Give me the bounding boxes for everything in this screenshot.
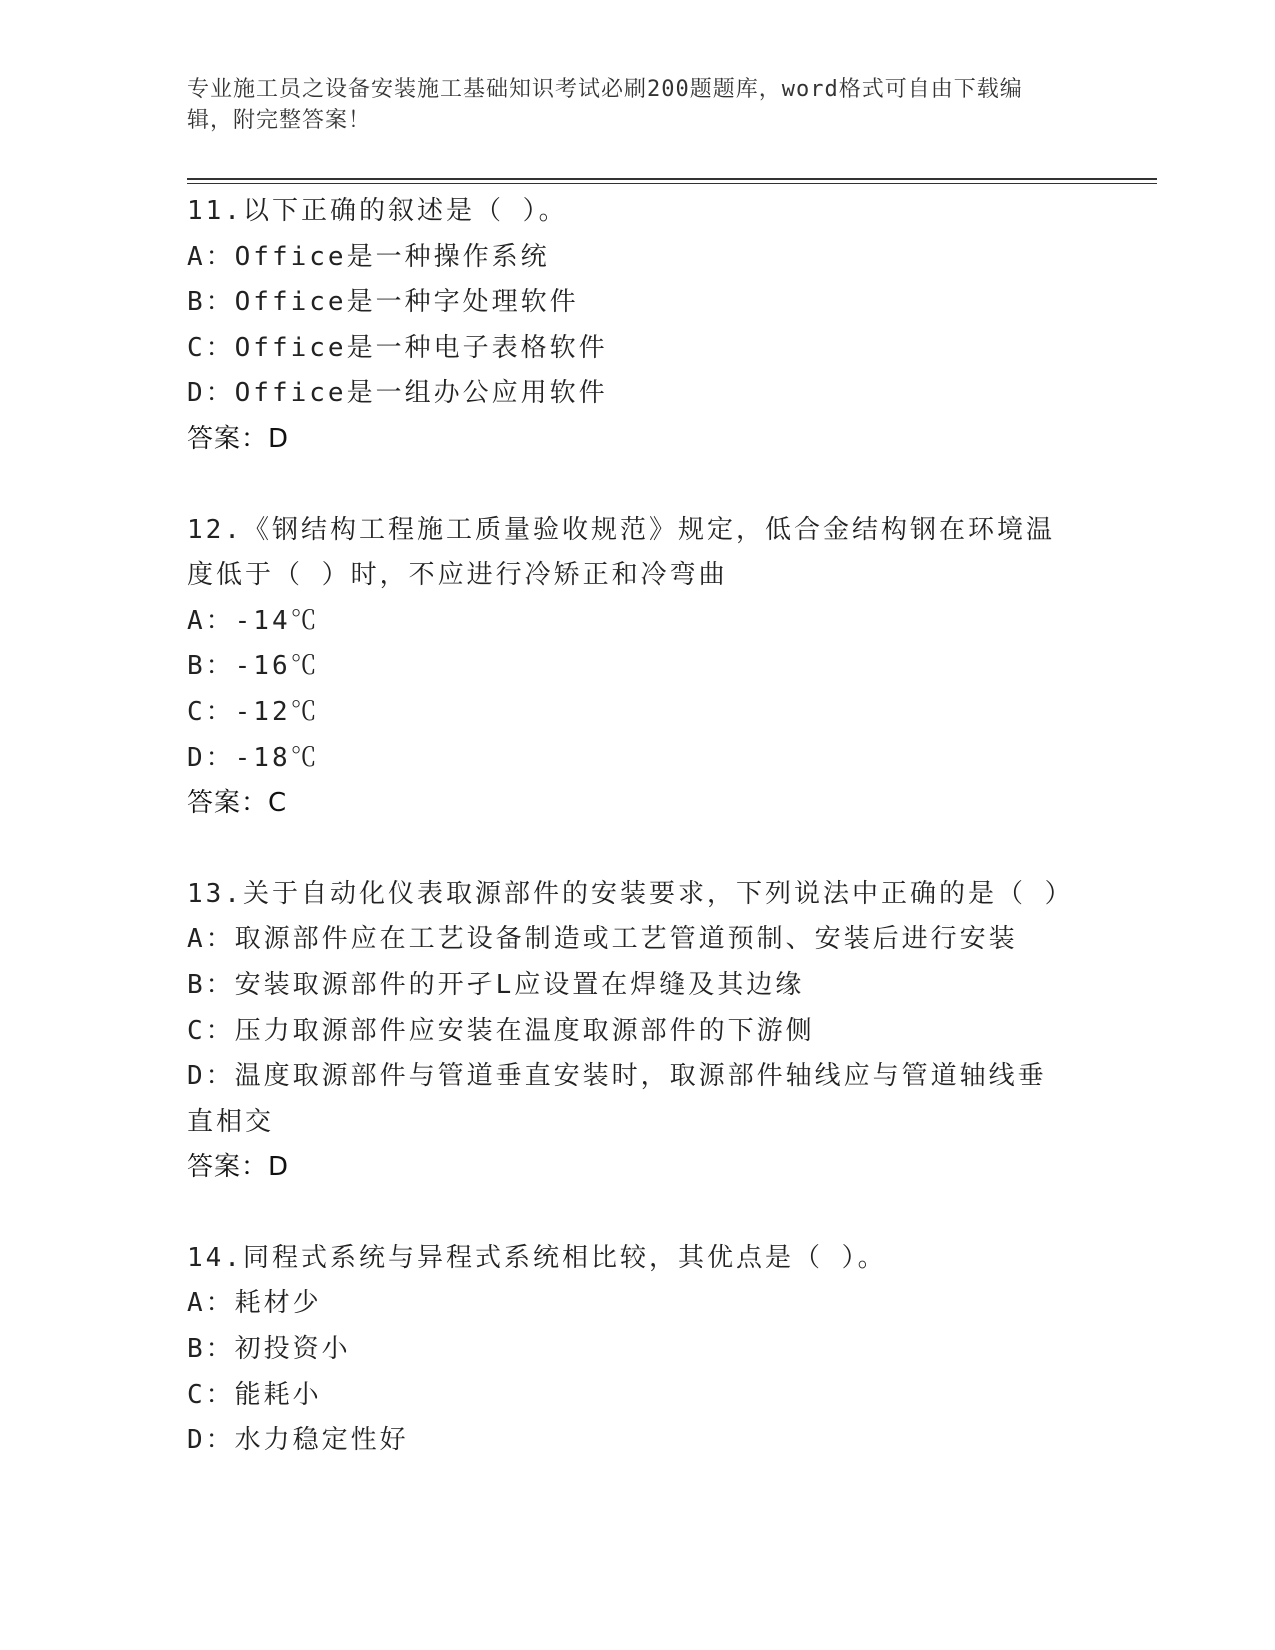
question-list [187, 189, 1087, 1509]
question-stem: 12.《钢结构工程施工质量验收规范》规定，低合金结构钢在环境温度低于（ ）时，不应进行冷矫正和冷弯曲 [187, 514, 1055, 591]
option-c: C：压力取源部件应安装在温度取源部件的下游侧 [187, 1015, 815, 1046]
option-d: D：温度取源部件与管道垂直安装时，取源部件轴线应与管道轴线垂直相交 [187, 1061, 1047, 1137]
header-divider-thick [187, 178, 1157, 180]
option-b: B：初投资小 [187, 1334, 351, 1365]
option-a: A：取源部件应在工艺设备制造或工艺管道预制、安装后进行安装 [187, 924, 1018, 955]
question-stem: 11.以下正确的叙述是（ ）。 [187, 196, 568, 226]
option-d: D：-18℃ [187, 742, 320, 773]
option-c: C：能耗小 [187, 1379, 322, 1410]
answer-text: 答案：C [187, 788, 288, 819]
question-13 [187, 872, 1087, 1191]
option-a: A：Office是一种操作系统 [187, 241, 550, 272]
question-stem: 14.同程式系统与异程式系统相比较，其优点是（ ）。 [187, 1242, 887, 1273]
option-b: B：-16℃ [187, 651, 320, 682]
option-a: A：-14℃ [187, 605, 320, 636]
question-stem: 13.关于自动化仪表取源部件的安装要求，下列说法中正确的是（ ） [187, 878, 1074, 909]
option-c: C：-12℃ [187, 696, 320, 727]
question-14 [187, 1236, 1087, 1464]
header-divider-thin [187, 183, 1157, 184]
option-d: D：Office是一组办公应用软件 [187, 378, 608, 409]
question-12 [187, 508, 1087, 827]
document-title: 专业施工员之设备安装施工基础知识考试必刷200题题库，word格式可自由下载编辑，附完整答案！ [187, 77, 1023, 133]
option-a: A：耗材少 [187, 1288, 322, 1319]
option-d: D：水力稳定性好 [187, 1425, 409, 1456]
option-c: C：Office是一种电子表格软件 [187, 332, 608, 363]
option-b: B：Office是一种字处理软件 [187, 287, 579, 318]
option-b: B：安装取源部件的开孑L应设置在焊缝及其边缘 [187, 969, 805, 1000]
answer-text: 答案：D [187, 423, 290, 454]
answer-text: 答案：D [187, 1152, 290, 1183]
question-11 [187, 189, 1087, 463]
